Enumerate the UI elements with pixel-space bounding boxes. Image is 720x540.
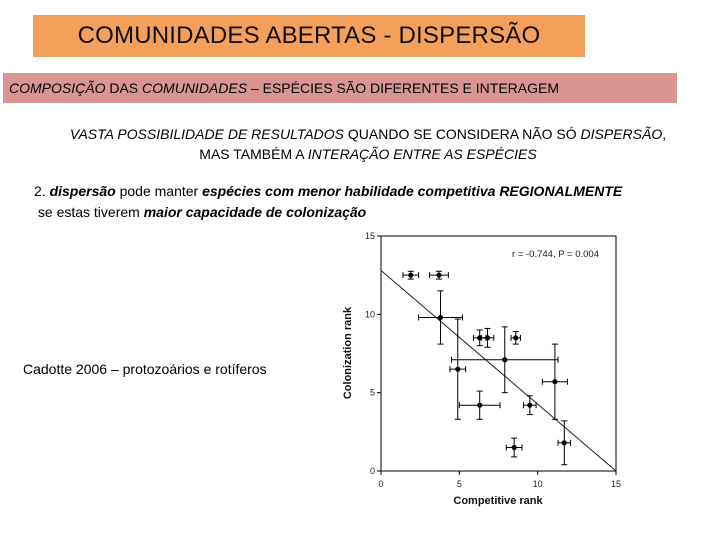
paragraph-part-4: ,: [662, 126, 667, 142]
point-number: 2.: [34, 183, 50, 199]
subtitle-part-1: COMPOSIÇÃO: [9, 80, 106, 96]
regression-line-group: [381, 270, 616, 471]
chart-annotation: r = -0.744, P = 0.004: [512, 249, 599, 260]
subtitle-text: [9, 80, 559, 96]
y-tick-label: 5: [369, 387, 375, 398]
y-tick-label: 0: [369, 466, 375, 476]
point-marker: [513, 335, 518, 340]
data-point: [524, 396, 537, 415]
y-tick-label: 10: [364, 309, 375, 320]
point-connector-1: pode manter: [115, 183, 203, 199]
point-marker: [552, 379, 557, 384]
data-point: [403, 271, 419, 279]
paragraph-part-1: VASTA POSSIBILIDADE DE RESULTADOS: [69, 126, 345, 142]
data-point: [506, 438, 522, 457]
plot-frame: [381, 236, 616, 471]
point-weak-competitors: espécies com menor habilidade competitiva REGIONALMENTE: [202, 183, 623, 199]
subtitle-part-3: COMUNIDADES –: [142, 80, 259, 96]
paragraph-part-5: MAS TAMBÉM A: [199, 146, 308, 162]
x-axis-label: Competitive rank: [453, 495, 543, 507]
point-dispersal: dispersão: [49, 183, 116, 199]
point-marker: [562, 440, 567, 445]
x-tick-label: 5: [456, 479, 462, 489]
x-tick-label: 15: [610, 479, 622, 489]
point-marker: [408, 273, 413, 278]
data-point: [542, 344, 567, 419]
point-colonization: maior capacidade de colonização: [143, 204, 367, 220]
data-point: [558, 421, 571, 465]
data-point: [450, 319, 466, 419]
paragraph-part-3: DISPERSÃO: [580, 126, 663, 142]
point-marker: [455, 367, 460, 372]
regression-line: [381, 270, 616, 471]
data-points-layer: [403, 271, 571, 464]
point-marker: [436, 273, 441, 278]
main-paragraph: [20, 124, 716, 164]
citation: Cadotte 2006 – protozoários e rotíferos: [23, 361, 267, 377]
slide-title-text: COMUNIDADES ABERTAS - DISPERSÃO: [77, 22, 541, 49]
point-marker: [527, 403, 532, 408]
data-point: [511, 332, 520, 345]
point-marker: [485, 335, 490, 340]
point-connector-2: se estas tiverem: [34, 204, 144, 220]
subtitle-part-4: ESPÉCIES SÃO DIFERENTES E INTERAGEM: [258, 80, 560, 96]
paragraph-part-2: QUANDO SE CONSIDERA NÃO SÓ: [344, 126, 581, 142]
y-tick-label: 15: [364, 231, 375, 241]
x-tick-label: 0: [378, 479, 384, 489]
point-marker: [438, 315, 443, 320]
subtitle-band: [3, 73, 677, 103]
point-2-text: [34, 181, 718, 223]
point-marker: [477, 403, 482, 408]
x-tick-label: 10: [532, 479, 543, 489]
y-axis-label: Colonization rank: [342, 306, 354, 400]
data-point: [459, 391, 500, 419]
subtitle-part-2: DAS: [105, 80, 143, 96]
point-marker: [502, 357, 507, 362]
data-point: [419, 291, 463, 344]
data-point: [430, 271, 449, 279]
paragraph-part-6: INTERAÇÃO ENTRE AS ESPÉCIES: [307, 146, 537, 162]
data-point: [481, 328, 494, 347]
point-marker: [512, 445, 517, 450]
slide-title: [33, 15, 585, 57]
scatter-chart: [335, 228, 635, 520]
